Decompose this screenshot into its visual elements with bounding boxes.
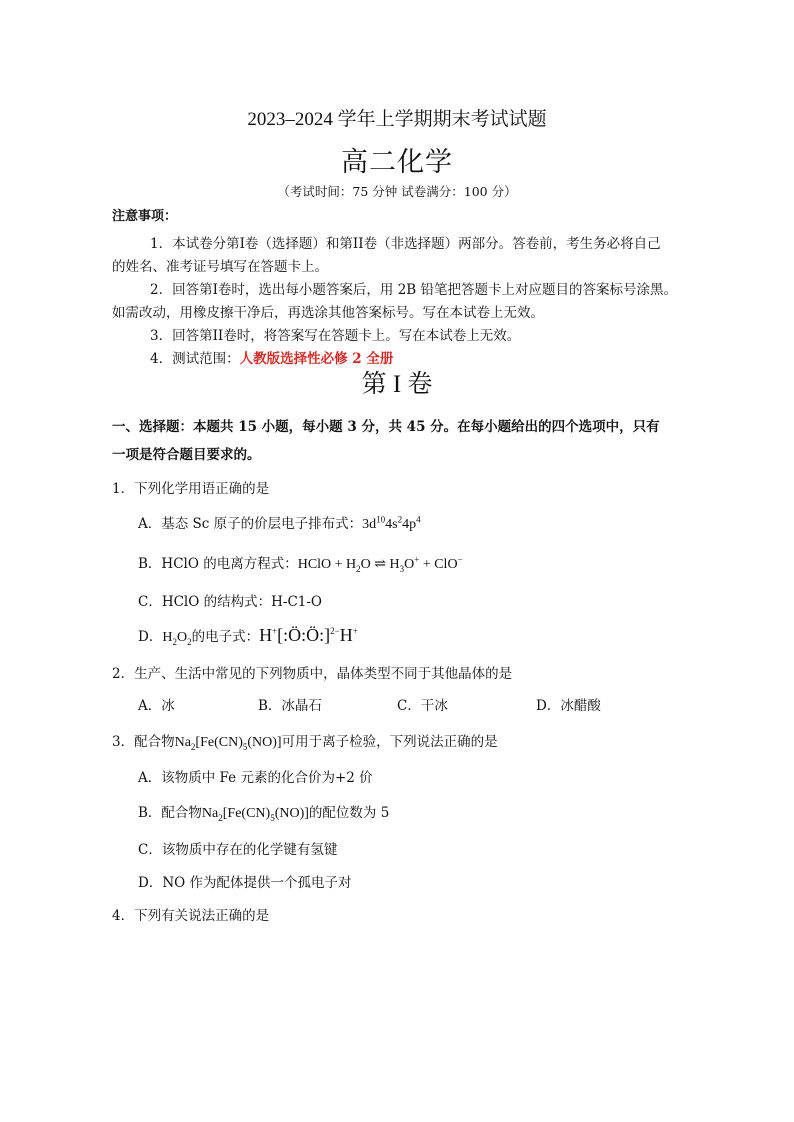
q2-option-d: D．冰醋酸: [536, 698, 601, 714]
q3-complex-formula: $Na_2[Fe(CN)_5(NO)]$: [174, 735, 282, 752]
q1-d-h2o2: $H_2O_2$: [162, 630, 192, 647]
h2o2-electron-formula: H+[:Ö:Ö:]$^{2-}$H+: [259, 625, 358, 645]
q3-option-c: C．该物质中存在的化学键有氢键: [138, 842, 338, 858]
q4-stem: 4．下列有关说法正确的是: [112, 908, 270, 924]
q1-d-label: D．: [138, 629, 163, 645]
notice-heading: 注意事项：: [112, 209, 178, 224]
notice-item-2-cont: 如需改动，用橡皮擦干净后，再选涂其他答案标号。写在本试卷上无效。: [112, 305, 544, 321]
q3-b-formula: $Na_2[Fe(CN)_5(NO)]$: [201, 806, 309, 823]
notice-item-2: 2．回答第I卷时，选出每小题答案后，用 2B 铅笔把答题卡上对应题目的答案标号涂黑。: [150, 282, 678, 298]
notice-item-1-cont: 的姓名、准考证号填写在答题卡上。: [112, 259, 328, 275]
q1-a-formula: $3d^{10}4s^24p^4$: [362, 514, 421, 532]
notice-item-1: 1．本试卷分第I卷（选择题）和第II卷（非选择题）两部分。答卷前，考生务必将自己: [150, 236, 661, 252]
q1-option-d: [138, 625, 358, 647]
q2-option-c: C．干冰: [397, 698, 448, 714]
q3-option-b: [138, 801, 389, 823]
section-header-line1: 一、选择题：本题共 15 小题，每小题 3 分，共 45 分。在每小题给出的四个选项中，只有: [112, 419, 660, 435]
q1-a-text: A．基态 Sc 原子的价层电子排布式：: [138, 516, 363, 532]
q2-stem: 2．生产、生活中常见的下列物质中，晶体类型不同于其他晶体的是: [112, 666, 513, 682]
volume-title: 第 I 卷: [361, 371, 433, 398]
q1-d-text: 的电子式：: [191, 629, 260, 645]
section-header-line2: 一项是符合题目要求的。: [112, 447, 261, 463]
q1-option-a: [138, 512, 421, 533]
q1-b-formula: HClO + $H_2O$ ⇌ $H_3O^+ + ClO^-$: [297, 554, 463, 574]
q2-option-a: A．冰: [138, 698, 175, 714]
q3-b-pre: B．配合物: [138, 805, 202, 821]
exam-title: 2023–2024 学年上学期期末考试试题: [247, 109, 547, 130]
q1-option-b: [138, 552, 463, 574]
exam-time-info: （考试时间：75 分钟 试卷满分：100 分）: [277, 184, 517, 199]
q3-b-post: 的配位数为 5: [308, 805, 390, 821]
q3-stem-post: 可用于离子检验，下列说法正确的是: [281, 734, 498, 750]
q3-option-a: A．该物质中 Fe 元素的化合价为+2 价: [138, 770, 373, 786]
q1-b-text: B．HClO 的电离方程式：: [138, 556, 298, 572]
notice-item-3: 3．回答第II卷时，将答案写在答题卡上。写在本试卷上无效。: [150, 328, 521, 344]
scope-value: 人教版选择性必修 2 全册: [239, 351, 394, 367]
q3-option-d: D．NO 作为配体提供一个孤电子对: [138, 875, 352, 891]
scope-label: 4．测试范围：: [150, 351, 240, 367]
q2-option-b: B．冰晶石: [258, 698, 322, 714]
subject-title: 高二化学: [341, 147, 453, 178]
q3-stem-pre: 3．配合物: [112, 734, 175, 750]
q1-stem: 1．下列化学用语正确的是: [112, 481, 270, 497]
q3-stem: [112, 730, 498, 752]
q1-option-c: C．HClO 的结构式：H-C1-O: [138, 594, 322, 610]
